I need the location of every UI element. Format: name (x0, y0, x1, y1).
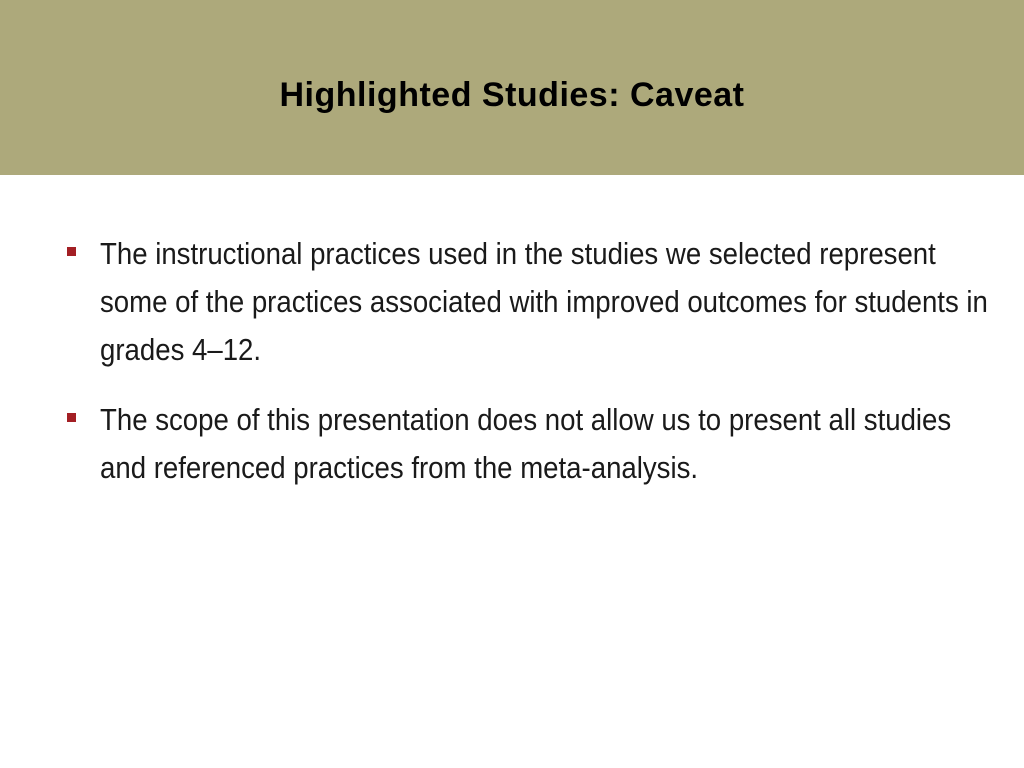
bullet-text: The instructional practices used in the studies we selected represent some of the practices associated with improved outcomes for students in grades 4–12. (100, 236, 988, 367)
bullet-item (64, 230, 988, 374)
bullet-item (64, 396, 974, 492)
slide-title: Highlighted Studies: Caveat (279, 76, 745, 114)
square-bullet-icon (67, 413, 76, 422)
square-bullet-icon (67, 247, 76, 256)
bullet-text: The scope of this presentation does not allow us to present all studies and referenced practices from the meta-analysis. (100, 402, 952, 485)
bullet-list (64, 230, 988, 514)
